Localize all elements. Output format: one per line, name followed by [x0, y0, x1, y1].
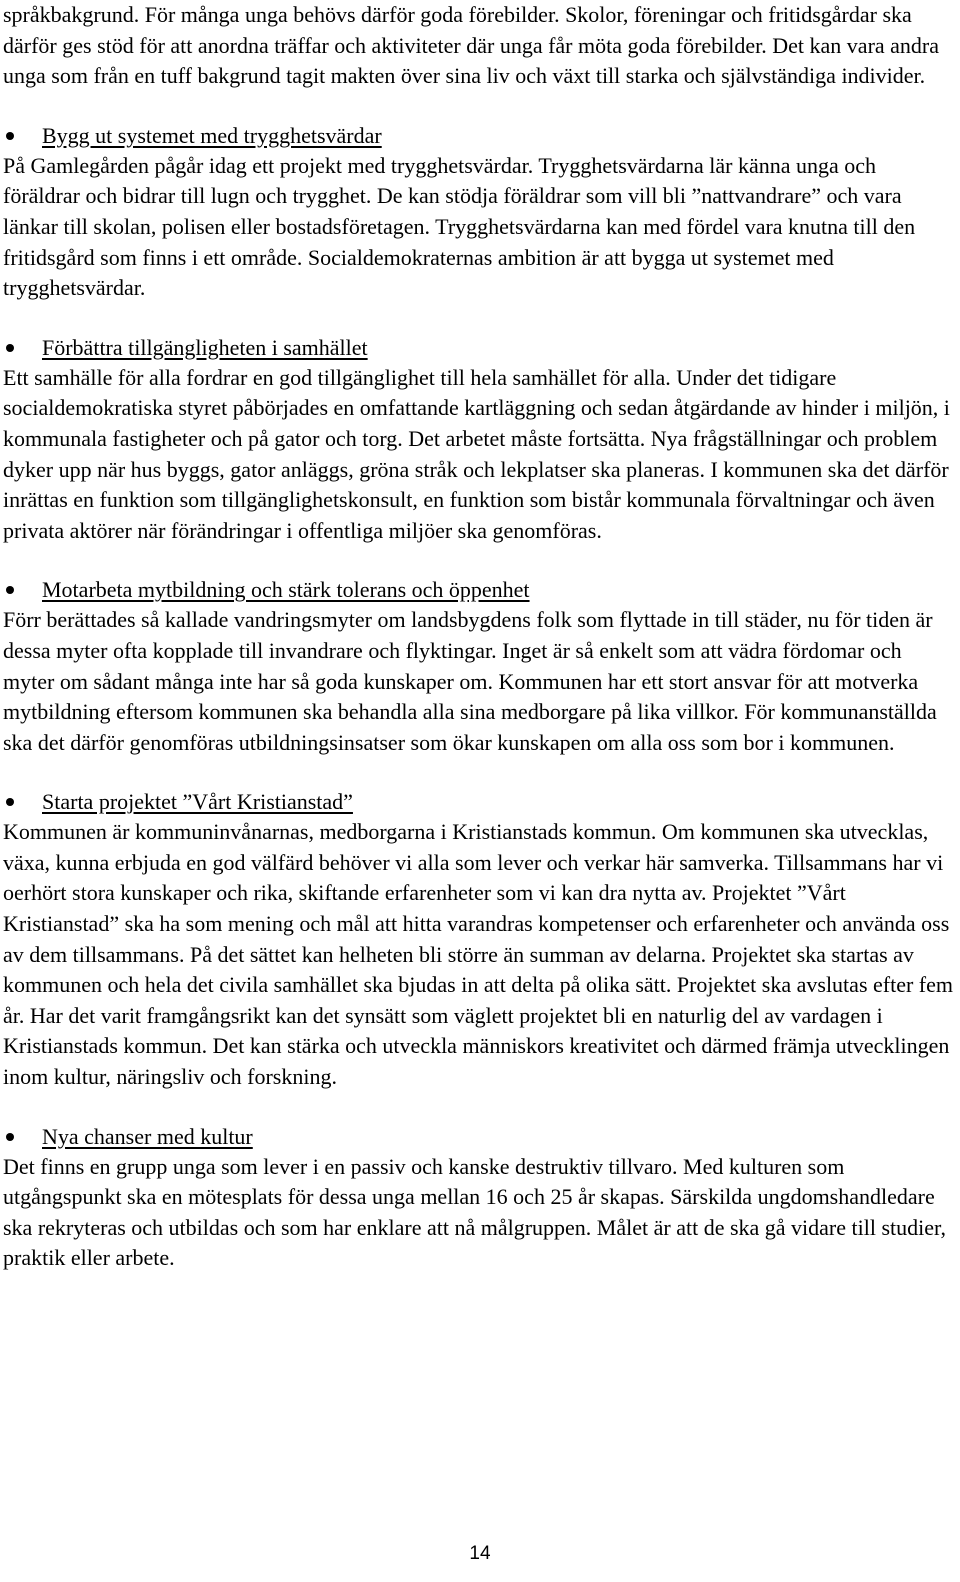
section-heading-text: Förbättra tillgängligheten i samhället: [42, 334, 368, 360]
bullet-icon: [6, 586, 14, 594]
section-heading: [3, 121, 953, 151]
document-page: [3, 0, 953, 1274]
section-heading-text: Bygg ut systemet med trygghetsvärdar: [42, 122, 382, 148]
section-body: Ett samhälle för alla fordrar en god tillgänglighet till hela samhället för alla. Under det tidigare socialdemokratiska styret påbörjades en omfattande kartläggning och sedan åtgärdande av hinder i miljön, i kommunala fastigheter och på gator och torg. Det arbetet måste fortsätta. Nya frågställningar och problem dyker upp när hus byggs, gator anläggs, gröna stråk och lekplatser ska planeras. I kommunen ska det därför inrättas en funktion som tillgänglighetskonsult, en funktion som bistår kommunala förvaltningar och även privata aktörer när förändringar i offentliga miljöer ska genomföras.: [3, 364, 950, 543]
section-body: Förr berättades så kallade vandringsmyter om landsbygdens folk som flyttade in till städer, nu för tiden är dessa myter ofta kopplade till invandrare och flyktingar. Inget är så enkelt som att vädra fördomar och myter om sådant många inte har så goda kunskaper om. Kommunen har ett stort ansvar för att motverka mytbildning eftersom kommunen ska behandla alla sina medborgare på lika villkor. För kommunanställda ska det därför genomföras utbildningsinsatser som ökar kunskapen om alla oss som bor i kommunen.: [3, 607, 937, 755]
section-heading: [3, 333, 953, 363]
section-mytbildning: [3, 575, 953, 758]
section-trygghetsvardar: [3, 121, 953, 304]
section-heading: [3, 1122, 953, 1152]
bullet-icon: [6, 132, 14, 140]
section-body: Det finns en grupp unga som lever i en passiv och kanske destruktiv tillvaro. Med kulturen som utgångspunkt ska en mötesplats för dessa unga mellan 16 och 25 år skapas. Särskilda ungdomshandledare ska rekryteras och utbildas och som har enklare att nå målgruppen. Målet är att de ska gå vidare till studier, praktik eller arbete.: [3, 1153, 946, 1271]
section-vart-kristianstad: [3, 787, 953, 1092]
section-heading: [3, 787, 953, 817]
section-kultur: [3, 1122, 953, 1274]
section-body: På Gamlegården pågår idag ett projekt med trygghetsvärdar. Trygghetsvärdarna lär känna unga och föräldrar och bidrar till lugn och trygghet. De kan stödja föräldrar som vill bli ”nattvandrare” och vara länkar till skolan, polisen eller bostadsföretagen. Trygghetsvärdarna kan med fördel vara knutna till den fritidsgård som finns i ett område. Socialdemokraternas ambition är att bygga ut systemet med trygghetsvärdar.: [3, 152, 916, 301]
bullet-icon: [6, 798, 14, 806]
bullet-icon: [6, 344, 14, 352]
bullet-icon: [6, 1133, 14, 1141]
section-heading: [3, 575, 953, 605]
intro-paragraph: språkbakgrund. För många unga behövs därför goda förebilder. Skolor, föreningar och fritidsgårdar ska därför ges stöd för att anordna träffar och aktiviteter där unga får möta goda förebilder. Det kan vara andra unga som från en tuff bakgrund tagit makten över sina liv och växt till starka och självständiga individer.: [3, 2, 940, 89]
section-heading-text: Motarbeta mytbildning och stärk tolerans och öppenhet: [42, 577, 530, 603]
section-tillganglighet: [3, 333, 953, 547]
section-heading-text: Starta projektet ”Vårt Kristianstad”: [42, 789, 353, 815]
section-body: Kommunen är kommuninvånarnas, medborgarna i Kristianstads kommun. Om kommunen ska utvecklas, växa, kunna erbjuda en god välfärd behöver vi alla som lever och verkar här samverka. Tillsammans har vi oerhört stora kunskaper och rika, skiftande erfarenheter som vi kan dra nytta av. Projektet ”Vårt Kristianstad” ska ha som mening och mål att hitta varandras kompetenser och erfarenheter och använda oss av dem tillsammans. På det sättet kan helheten bli större än summan av delarna. Projektet ska startas av kommunen och hela det civila samhället ska bjudas in att delta på olika sätt. Projektet ska avslutas efter fem år. Har det varit framgångsrikt kan det synsätt som väglett projektet bli en naturlig del av vardagen i Kristianstads kommun. Det kan stärka och utveckla människors kreativitet och därmed främja utvecklingen inom kultur, näringsliv och forskning.: [3, 819, 953, 1090]
section-heading-text: Nya chanser med kultur: [42, 1123, 253, 1149]
page-number: 14: [469, 1543, 491, 1564]
